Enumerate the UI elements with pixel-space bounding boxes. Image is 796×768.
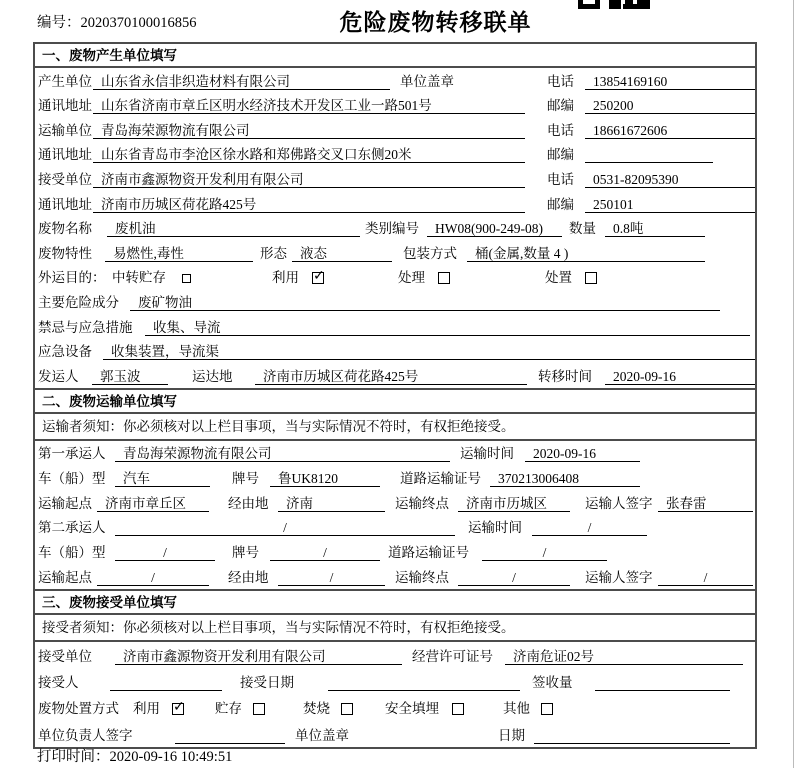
second-carrier-row [35, 515, 755, 540]
disposal-option-incinerate: 焚烧 [303, 701, 330, 717]
transfer-purpose-label: 外运目的： [38, 270, 106, 286]
zip-label: 邮编 [547, 98, 574, 114]
doc-number-label: 编号： [37, 15, 81, 31]
waste-name-row [35, 216, 755, 241]
checkbox-dispose [585, 272, 597, 284]
accept-date-label: 接受日期 [240, 675, 294, 691]
section-1-heading: 一、废物产生单位填写 [35, 44, 755, 68]
plate2-value: / [270, 544, 380, 561]
dispatcher-label: 发运人 [38, 368, 79, 384]
hazard-components-row [35, 289, 755, 314]
emergency-measures-label: 禁忌与应急措施 [38, 319, 133, 335]
accepting-unit-label: 接受单位 [38, 649, 92, 665]
phone-label: 电话 [547, 122, 574, 138]
purpose-option-treat: 处理 [398, 270, 425, 286]
producer-address-value: 山东省济南市章丘区明水经济技术开发区工业一路501号 [93, 97, 525, 114]
carrier-signature-label: 运输人签字 [585, 569, 653, 585]
checkbox-storage [182, 274, 191, 283]
signed-quantity-label: 签收量 [532, 675, 573, 691]
responsible-signature-value [175, 727, 285, 744]
packaging-label: 包装方式 [403, 245, 457, 261]
road-permit-value: 370213006408 [490, 470, 640, 487]
road-permit-label: 道路运输证号 [400, 471, 481, 487]
waste-traits-label: 废物特性 [38, 245, 92, 261]
carrier-signature2-value: / [658, 569, 753, 586]
acceptor-row [35, 668, 755, 694]
dispatcher-row [35, 363, 755, 388]
emergency-equipment-row [35, 339, 755, 364]
transporter-address-row [35, 142, 755, 167]
receiver-unit-row [35, 166, 755, 191]
transport-unit-label: 运输单位 [38, 122, 92, 138]
vehicle-type-label: 车（船）型 [38, 471, 106, 487]
route-start-label: 运输起点 [38, 495, 92, 511]
transporter-notice: 运输者须知：你必须核对以上栏目事项，当与实际情况不符时，有权拒绝接受。 [35, 414, 755, 441]
acceptor-label: 接受人 [38, 675, 79, 691]
license-label: 经营许可证号 [412, 649, 493, 665]
waste-traits-row [35, 240, 755, 265]
dispatcher-value: 郭玉波 [92, 368, 168, 385]
producer-unit-row [35, 68, 755, 93]
plate-label: 牌号 [232, 545, 259, 561]
destination-label: 运达地 [192, 368, 233, 384]
waste-name-value: 废机油 [107, 220, 360, 237]
route-via2-value: / [278, 569, 385, 586]
receiver-phone-value: 0531-82095390 [585, 171, 755, 188]
manifest-form [33, 42, 757, 749]
vehicle-type-label: 车（船）型 [38, 545, 106, 561]
disposal-method-row [35, 694, 755, 720]
hazard-components-value: 废矿物油 [130, 294, 720, 311]
route2-row [35, 564, 755, 589]
carrier-signature-label: 运输人签字 [585, 495, 653, 511]
disposal-option-store: 贮存 [215, 701, 242, 717]
qr-code-fragment [578, 0, 650, 9]
emergency-equipment-label: 应急设备 [38, 344, 92, 360]
unit-seal-label: 单位盖章 [295, 727, 349, 743]
route-end-label: 运输终点 [395, 569, 449, 585]
transport-time-value: 2020-09-16 [525, 445, 640, 462]
print-time-value: 2020-09-16 10:49:51 [109, 749, 233, 765]
waste-code-label: 类别编号 [365, 221, 419, 237]
zip-label: 邮编 [547, 196, 574, 212]
receiver-unit-value: 济南市鑫源物资开发利用有限公司 [93, 171, 525, 188]
plate-value: 鲁UK8120 [270, 470, 380, 487]
unit-seal-label: 单位盖章 [400, 73, 454, 89]
page-edge-line [793, 0, 794, 768]
emergency-equipment-value: 收集装置，导流渠 [103, 343, 755, 360]
transporter-phone-value: 18661672606 [585, 122, 755, 139]
transfer-purpose-row [35, 265, 755, 290]
checkbox-disposal-store [253, 703, 265, 715]
route-end-label: 运输终点 [395, 495, 449, 511]
transport-time2-value: / [532, 519, 647, 536]
phone-label: 电话 [547, 73, 574, 89]
form-label: 形态 [260, 245, 287, 261]
vehicle-type-value: 汽车 [115, 470, 210, 487]
address-label: 通讯地址 [38, 98, 92, 114]
transport-unit-value: 青岛海荣源物流有限公司 [93, 122, 525, 139]
transport-time-label: 运输时间 [460, 446, 514, 462]
accepting-unit-row [35, 642, 755, 668]
route-end2-value: / [458, 569, 570, 586]
acceptor-value [110, 674, 222, 691]
producer-phone-value: 13854169160 [585, 73, 755, 90]
first-carrier-value: 青岛海荣源物流有限公司 [115, 445, 450, 462]
accept-date-value [328, 674, 520, 691]
quantity-value: 0.8吨 [605, 220, 705, 237]
vehicle1-row [35, 465, 755, 490]
signed-quantity-value [595, 674, 730, 691]
responsible-signature-row [35, 720, 755, 746]
vehicle2-row [35, 539, 755, 564]
producer-zip-value: 250200 [585, 97, 755, 114]
receiver-zip-value: 250101 [585, 196, 755, 213]
transport-time-label: 运输时间 [468, 520, 522, 536]
receiver-address-row [35, 191, 755, 216]
waste-code-value: HW08(900-249-08) [427, 220, 562, 237]
second-carrier-value: / [115, 519, 455, 536]
address-label: 通讯地址 [38, 196, 92, 212]
emergency-measures-row [35, 314, 755, 339]
producer-address-row [35, 93, 755, 118]
license-value: 济南危证02号 [505, 648, 743, 665]
vehicle-type2-value: / [115, 544, 215, 561]
checkbox-disposal-landfill [452, 703, 464, 715]
route-start2-value: / [97, 569, 209, 586]
receiver-unit-label: 接受单位 [38, 171, 92, 187]
disposal-option-use: 利用 [133, 701, 160, 717]
emergency-measures-value: 收集、导流 [145, 319, 750, 336]
purpose-option-storage: 中转贮存 [112, 270, 166, 286]
checkbox-disposal-other [541, 703, 553, 715]
zip-label: 邮编 [547, 147, 574, 163]
receiver-address-value: 济南市历城区荷花路425号 [93, 196, 525, 213]
section-3-heading: 三、废物接受单位填写 [35, 589, 755, 615]
route-start-label: 运输起点 [38, 569, 92, 585]
quantity-label: 数量 [569, 221, 596, 237]
producer-unit-label: 产生单位 [38, 73, 92, 89]
purpose-option-use: 利用 [272, 270, 299, 286]
accepting-unit-value: 济南市鑫源物资开发利用有限公司 [115, 648, 402, 665]
destination-value: 济南市历城区荷花路425号 [255, 368, 527, 385]
route-via-value: 济南 [278, 495, 385, 512]
hazard-components-label: 主要危险成分 [38, 294, 119, 310]
transport-unit-row [35, 117, 755, 142]
transporter-zip-value [585, 146, 713, 163]
date-value [534, 727, 730, 744]
date-label: 日期 [498, 727, 525, 743]
section-2-heading: 二、废物运输单位填写 [35, 388, 755, 414]
checkbox-disposal-incinerate [341, 703, 353, 715]
waste-name-label: 废物名称 [38, 221, 92, 237]
route-start-value: 济南市章丘区 [97, 495, 209, 512]
phone-label: 电话 [547, 171, 574, 187]
print-time-label: 打印时间： [37, 749, 110, 765]
checkbox-use: ✓ [313, 268, 325, 285]
disposal-option-landfill: 安全填埋 [385, 701, 439, 717]
purpose-option-dispose: 处置 [545, 270, 572, 286]
route-via-label: 经由地 [228, 569, 269, 585]
doc-number-value: 2020370100016856 [80, 15, 197, 31]
second-carrier-label: 第二承运人 [38, 520, 106, 536]
route1-row [35, 490, 755, 515]
page-title: 危险废物转移联单 [339, 10, 532, 35]
first-carrier-row [35, 441, 755, 466]
checkbox-disposal-use: ✓ [173, 699, 185, 716]
route-via-label: 经由地 [228, 495, 269, 511]
first-carrier-label: 第一承运人 [38, 446, 106, 462]
responsible-signature-label: 单位负责人签字 [38, 727, 133, 743]
producer-unit-value: 山东省永信非织造材料有限公司 [93, 73, 390, 90]
route-end-value: 济南市历城区 [458, 495, 570, 512]
transfer-time-label: 转移时间 [538, 368, 592, 384]
disposal-method-label: 废物处置方式 [38, 701, 119, 717]
waste-traits-value: 易燃性,毒性 [105, 245, 253, 262]
transfer-time-value: 2020-09-16 [605, 368, 755, 385]
address-label: 通讯地址 [38, 147, 92, 163]
road-permit2-value: / [482, 544, 607, 561]
checkbox-treat [438, 272, 450, 284]
road-permit-label: 道路运输证号 [388, 545, 469, 561]
plate-label: 牌号 [232, 471, 259, 487]
packaging-value: 桶(金属,数量 4 ) [467, 245, 705, 262]
disposal-option-other: 其他 [503, 701, 530, 717]
carrier-signature-value: 张春雷 [658, 495, 753, 512]
print-time [37, 745, 232, 766]
form-value: 液态 [292, 245, 392, 262]
transporter-address-value: 山东省青岛市李沧区徐水路和郑佛路交叉口东侧20米 [93, 146, 525, 163]
receiver-notice: 接受者须知：你必须核对以上栏目事项，当与实际情况不符时，有权拒绝接受。 [35, 615, 755, 642]
